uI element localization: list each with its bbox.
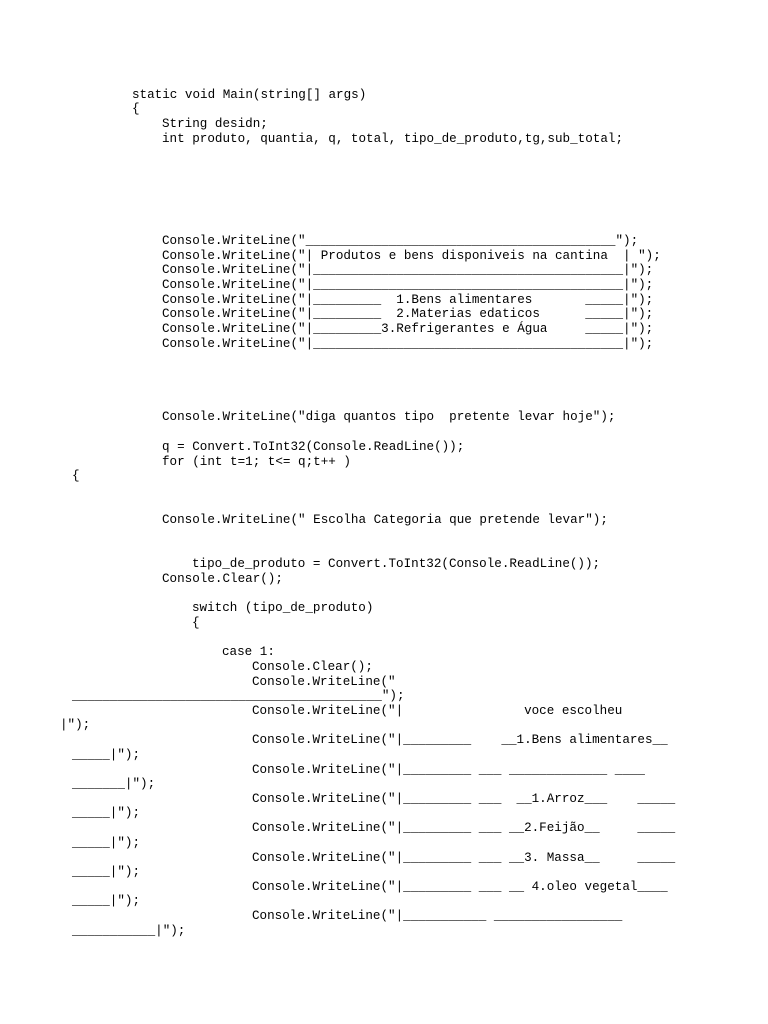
code-line: Console.WriteLine("|_________________________________________|"); bbox=[162, 263, 654, 277]
code-line: Console.WriteLine("|_________ ___ __3. Massa__ _____ bbox=[252, 851, 676, 865]
code-line: tipo_de_produto = Convert.ToInt32(Console.ReadLine()); bbox=[192, 557, 601, 571]
code-line: Console.WriteLine("|_________ __1.Bens alimentares__ bbox=[252, 733, 668, 747]
code-line: Console.WriteLine("| Produtos e bens disponiveis na cantina | "); bbox=[162, 249, 661, 263]
code-line: Console.WriteLine("|___________ _________________ bbox=[252, 909, 623, 923]
code-line: _____|"); bbox=[72, 865, 141, 879]
code-line: _____|"); bbox=[72, 894, 141, 908]
code-line: String desidn; bbox=[162, 117, 268, 131]
code-line: _____|"); bbox=[72, 836, 141, 850]
code-line: switch (tipo_de_produto) bbox=[192, 601, 374, 615]
code-line: Console.WriteLine("|_________________________________________|"); bbox=[162, 337, 654, 351]
code-line: Console.WriteLine("|_________________________________________|"); bbox=[162, 278, 654, 292]
code-line: int produto, quantia, q, total, tipo_de_produto,tg,sub_total; bbox=[162, 132, 624, 146]
code-line: static void Main(string[] args) bbox=[132, 88, 367, 102]
code-line: { bbox=[192, 616, 200, 630]
code-line: Console.WriteLine(" Escolha Categoria que pretende levar"); bbox=[162, 513, 608, 527]
code-line: Console.WriteLine(" bbox=[252, 675, 396, 689]
code-line: |"); bbox=[60, 718, 91, 732]
code-line: _____|"); bbox=[72, 748, 141, 762]
code-line: Console.WriteLine("diga quantos tipo pretente levar hoje"); bbox=[162, 410, 616, 424]
code-line: ___________|"); bbox=[72, 924, 186, 938]
code-line: _________________________________________"); bbox=[72, 689, 405, 703]
code-line: for (int t=1; t<= q;t++ ) bbox=[162, 455, 351, 469]
code-line: q = Convert.ToInt32(Console.ReadLine()); bbox=[162, 440, 465, 454]
code-line: Console.WriteLine("|_________ 2.Materias edaticos _____|"); bbox=[162, 307, 654, 321]
code-line: case 1: bbox=[222, 645, 275, 659]
code-line: _____|"); bbox=[72, 806, 141, 820]
code-line: Console.WriteLine("|_________ ___ __2.Feijão__ _____ bbox=[252, 821, 676, 835]
code-line: Console.WriteLine("_________________________________________"); bbox=[162, 234, 639, 248]
code-line: Console.WriteLine("|_________ ___ _____________ ____ bbox=[252, 763, 645, 777]
code-line: Console.WriteLine("|_________ 1.Bens alimentares _____|"); bbox=[162, 293, 654, 307]
code-line: Console.WriteLine("|_________3.Refrigerantes e Água _____|"); bbox=[162, 322, 654, 336]
code-line: Console.WriteLine("| voce escolheu bbox=[252, 704, 623, 718]
code-line: { bbox=[132, 102, 140, 116]
code-line: Console.WriteLine("|_________ ___ __ 4.oleo vegetal____ bbox=[252, 880, 668, 894]
code-line: _______|"); bbox=[72, 777, 156, 791]
code-line: Console.Clear(); bbox=[162, 572, 283, 586]
code-line: { bbox=[72, 469, 80, 483]
code-line: Console.Clear(); bbox=[252, 660, 373, 674]
code-line: Console.WriteLine("|_________ ___ __1.Arroz___ _____ bbox=[252, 792, 676, 806]
